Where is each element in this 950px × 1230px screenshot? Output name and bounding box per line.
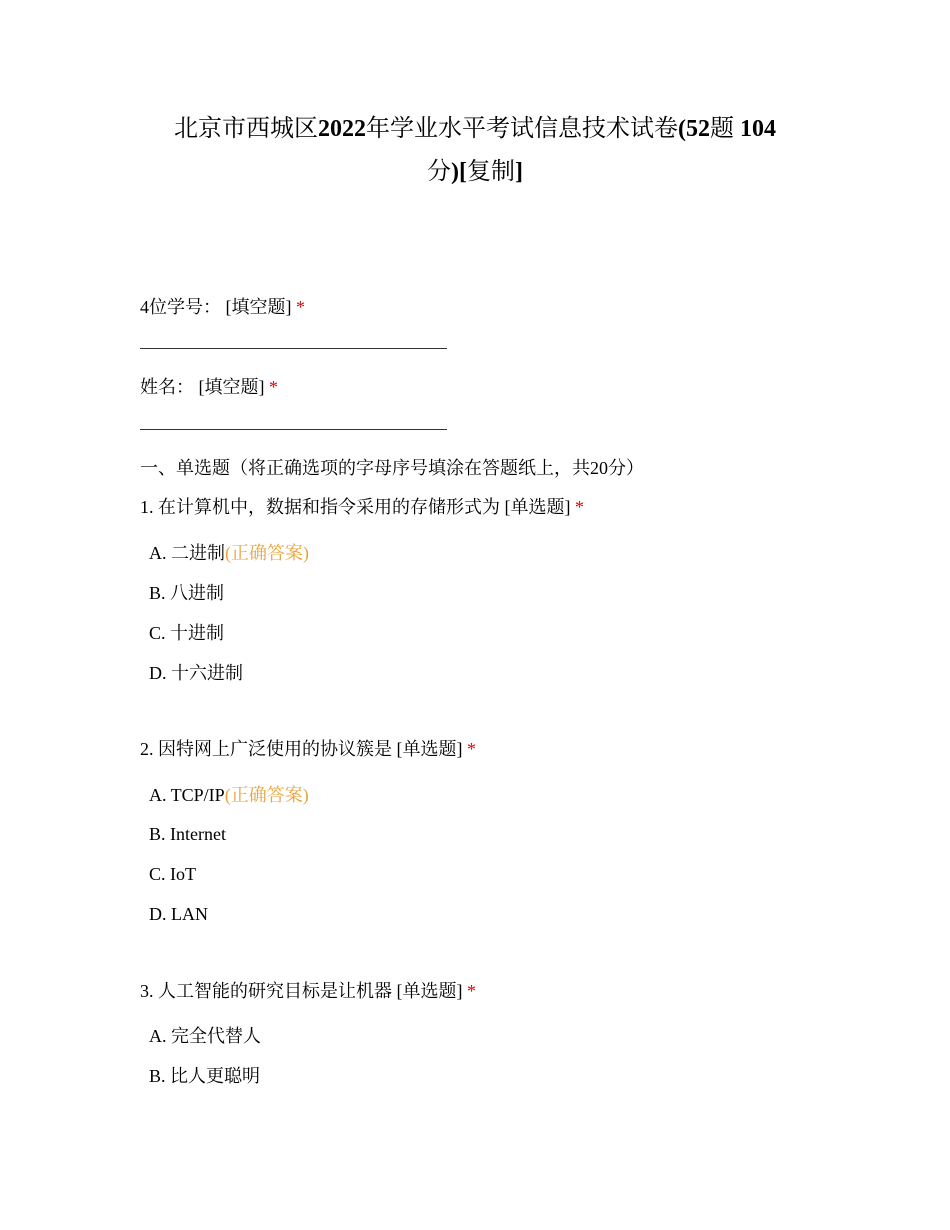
title-text: 题 — [710, 116, 734, 142]
title-bracket: )[ — [451, 159, 467, 185]
question-type-tag: [填空题] — [198, 377, 265, 397]
question-1-option-c[interactable] — [149, 621, 224, 645]
option-text: D. LAN — [149, 904, 208, 924]
question-type-tag: [单选题] — [504, 497, 571, 517]
name-blank[interactable] — [140, 429, 447, 430]
section-heading: 一、单选题（将正确选项的字母序号填涂在答题纸上，共20分） — [140, 458, 644, 478]
question-3-option-a[interactable] — [149, 1024, 261, 1048]
option-text: A. TCP/IP — [149, 785, 225, 805]
option-text: A. 二进制 — [149, 543, 225, 563]
question-3-option-b[interactable] — [149, 1064, 260, 1088]
option-text: D. 十六进制 — [149, 663, 243, 683]
title-text: 分 — [427, 159, 451, 185]
question-1-option-d[interactable] — [149, 661, 243, 685]
title-text: 北京市西城区 — [174, 116, 318, 142]
required-mark: * — [296, 297, 305, 317]
student-id-label-row — [140, 295, 305, 319]
field-label: 姓名： — [140, 377, 194, 397]
question-2-option-a[interactable] — [149, 783, 309, 807]
question-text: 1. 在计算机中，数据和指令采用的存储形式为 — [140, 497, 500, 517]
option-text: C. IoT — [149, 864, 196, 884]
question-1-stem — [140, 495, 584, 519]
required-mark: * — [467, 739, 476, 759]
option-text: B. 比人更聪明 — [149, 1066, 261, 1086]
question-1-option-a[interactable] — [149, 541, 309, 565]
option-text: B. Internet — [149, 824, 226, 844]
title-year: 2022 — [318, 116, 366, 142]
question-text: 2. 因特网上广泛使用的协议簇是 — [140, 739, 392, 759]
title-score: 104 — [740, 116, 776, 142]
question-2-option-b[interactable] — [149, 822, 226, 846]
option-text: C. 十进制 — [149, 623, 225, 643]
question-2-stem — [140, 737, 476, 761]
correct-answer-tag: (正确答案) — [224, 785, 309, 805]
question-2-option-d[interactable] — [149, 902, 208, 926]
option-text: A. 完全代替人 — [149, 1026, 261, 1046]
document-title — [140, 108, 810, 194]
title-count: (52 — [678, 116, 710, 142]
title-bracket: ] — [514, 159, 523, 185]
title-text: 年学业水平考试信息技术试卷 — [366, 116, 678, 142]
required-mark: * — [575, 497, 584, 517]
option-text: B. 八进制 — [149, 583, 225, 603]
required-mark: * — [467, 981, 476, 1001]
title-text: 复制 — [466, 159, 515, 185]
question-1-option-b[interactable] — [149, 581, 224, 605]
required-mark: * — [269, 377, 278, 397]
field-label: 4位学号： — [140, 297, 221, 317]
question-type-tag: [单选题] — [396, 981, 463, 1001]
name-label-row — [140, 375, 278, 399]
question-text: 3. 人工智能的研究目标是让机器 — [140, 981, 392, 1001]
question-type-tag: [填空题] — [225, 297, 292, 317]
question-type-tag: [单选题] — [396, 739, 463, 759]
correct-answer-tag: (正确答案) — [225, 543, 309, 563]
question-2-option-c[interactable] — [149, 862, 196, 886]
student-id-blank[interactable] — [140, 348, 447, 349]
question-3-stem — [140, 979, 476, 1003]
